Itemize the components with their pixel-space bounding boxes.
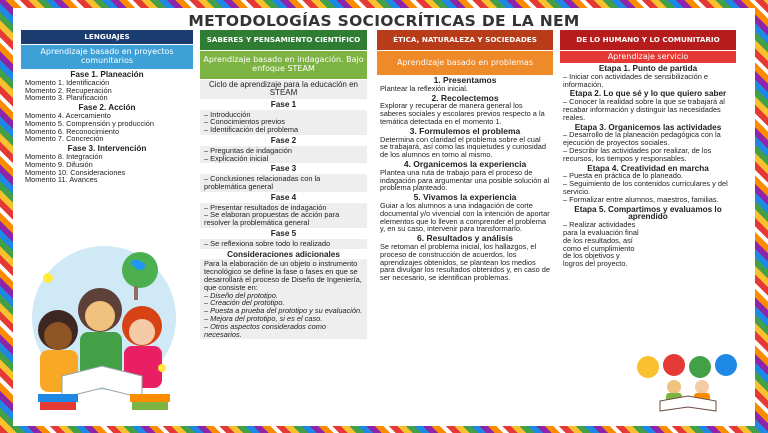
step-text: Se retoman el problema inicial, los hallazgos, el proceso de construcción de acuerdos, los aprendizajes obtenidos, se plantean los medios para divulgar los resultados obtenidos y, en caso de ser necesario, se identifican problemas. [380, 241, 550, 283]
column-header: SABERES Y PENSAMIENTO CIENTÍFICO [200, 30, 367, 50]
phase-title: Fase 3 [270, 164, 297, 174]
phase-item: – Presentar resultados de indagación [204, 202, 327, 212]
step-text: Plantea una ruta de trabajo para el proceso de indagación para argumentar una posible solución al problema planteado. [380, 167, 550, 193]
phase-item: Momento 6. Reconocimiento [25, 126, 120, 136]
step-title: 2. Recolectemos [431, 92, 499, 103]
step-text: Explorar y recuperar de manera general los saberes sociales y escolares previos respecto a la temática detectada en el momento 1. [380, 101, 545, 126]
phase-item: Momento 2. Recuperación [25, 85, 112, 95]
phase-item: – Preguntas de indagación [204, 145, 292, 155]
phase-item: Momento 8. Integración [25, 151, 103, 161]
phase-title: Fase 2. Acción [78, 103, 136, 113]
considerations-item: – Otros aspectos considerados como necesarios. [204, 321, 327, 339]
phase-item: Momento 7. Concreción [25, 134, 104, 144]
considerations-text: Para la elaboración de un objeto o instrumento tecnológico se define la fase o fases en que se desarrollará el proceso de Diseño de Ingeniería, que consiste en: [204, 259, 362, 292]
phase-block [200, 110, 367, 135]
step-item: – Describir las actividades por realizar, de los recursos, los tiempos y responsables. [563, 145, 712, 163]
phase-item: Momento 9. Difusión [25, 159, 93, 169]
phase-item: Momento 10. Consideraciones [25, 167, 126, 177]
considerations-title: Consideraciones adicionales [227, 249, 340, 259]
step-item: – Conocer la realidad sobre la que se trabajará al recabar información y distinguir las necesidades reales. [563, 97, 725, 122]
step-item: – Iniciar con actividades de sensibilización e información. [563, 71, 709, 89]
phase-block [200, 174, 367, 192]
step-item: – Desarrollo de la planeación pedagógica con la ejecución de proyectos sociales. [563, 130, 721, 148]
phase-item: Momento 1. Identificación [25, 77, 110, 87]
step-text: Guiar a los alumnos a una indagación de corte documental y/o vivencial con la intención de aportar elementos que lo lleven a comprender el problema y, en su caso, intervenir para transformarlo. [380, 200, 550, 234]
column-body [200, 80, 367, 339]
step-text: Determina con claridad el problema sobre el cual se trabajará, así como las inquietudes y curiosidad de los alumnos en torno al mismo. [380, 134, 546, 160]
step-item: – Puesta en práctica de lo planeado. [563, 171, 683, 181]
column-header: ÉTICA, NATURALEZA Y SOCIEDADES [377, 30, 553, 50]
phase-item: – Conclusiones relacionadas con la problemática general [204, 174, 321, 191]
phase-title: Fase 2 [270, 136, 297, 145]
step-title: 6. Resultados y análisis [417, 233, 513, 244]
column-subtitle: Aprendizaje basado en indagación. Bajo enfoque STEAM [200, 51, 367, 79]
phase-title: Fase 1 [270, 99, 297, 109]
phase-item: Momento 3. Planificación [25, 93, 108, 103]
step-title: 4. Organicemos la experiencia [403, 158, 527, 169]
cycle-title: Ciclo de aprendizaje para la educación en STEAM [200, 80, 367, 99]
phase-item: – Explicación inicial [204, 153, 269, 163]
step-title: 1. Presentamos [433, 75, 497, 85]
considerations-item: – Puesta a prueba del prototipo y su evaluación. [204, 306, 363, 316]
column-body [377, 77, 553, 282]
phase-item: – Identificación del problema [204, 125, 299, 135]
considerations-block [200, 259, 367, 339]
step-text: Plantear la reflexión inicial. [380, 83, 468, 93]
phase-title: Fase 5 [270, 228, 297, 238]
step-title: Etapa 1. Punto de partida [598, 64, 698, 73]
phase-block [200, 146, 367, 164]
considerations-item: – Mejora del prototipo, si es el caso. [204, 313, 323, 323]
column-etica [377, 30, 553, 416]
considerations-item: – Creación del prototipo. [204, 298, 285, 308]
step-title: Etapa 2. Lo que sé y lo que quiero saber [569, 89, 727, 99]
step-item: – Formalizar entre alumnos, maestros, familias. [563, 194, 719, 204]
column-subtitle: Aprendizaje basado en proyectos comunitarios [21, 45, 193, 69]
column-header: LENGUAJES [21, 30, 193, 44]
column-header: DE LO HUMANO Y LO COMUNITARIO [560, 30, 736, 50]
step-title: Etapa 3. Organicemos las actividades [574, 122, 722, 132]
phase-item: – Se reflexiona sobre todo lo realizado [204, 238, 331, 248]
phase-item: Momento 4. Acercamiento [25, 110, 111, 120]
phase-title: Fase 4 [270, 192, 297, 202]
phase-item: – Se elaboran propuestas de acción para resolver la problemática general [204, 210, 340, 228]
phase-item: Momento 11. Avances [25, 175, 98, 185]
step-item: – Seguimiento de los contenidos curriculares y del servicio. [563, 179, 728, 196]
phase-title: Fase 1. Planeación [70, 70, 144, 79]
children-reading-illustration [22, 218, 182, 418]
column-body [21, 71, 193, 184]
considerations-item: – Diseño del prototipo. [204, 290, 278, 300]
phase-item: Momento 5. Comprensión y producción [25, 118, 154, 128]
step-title: Etapa 5. Compartimos y evaluamos lo aprendido [574, 204, 722, 222]
phase-item: – Conocimientos previos [204, 117, 285, 127]
column-body [560, 65, 736, 268]
column-subtitle: Aprendizaje basado en problemas [377, 51, 553, 75]
step-title: 3. Formulemos el problema [409, 125, 521, 136]
page-title: METODOLOGÍAS SOCIOCRÍTICAS DE LA NEM [188, 12, 580, 30]
phase-block [200, 203, 367, 228]
column-saberes [200, 30, 367, 416]
step-item: – Realizar actividades para la evaluación final de los resultados, así como el cumplimiento de los objetivos y logros del proyecto. [563, 220, 639, 269]
phase-item: – Introducción [204, 109, 251, 119]
step-title: 5. Vivamos la experiencia [413, 192, 517, 203]
cba1-logo [630, 345, 745, 417]
column-subtitle: Aprendizaje servicio [560, 51, 736, 63]
phase-block [200, 239, 367, 249]
step-title: Etapa 4. Creatividad en marcha [587, 163, 709, 173]
phase-title: Fase 3. Intervención [67, 144, 147, 154]
